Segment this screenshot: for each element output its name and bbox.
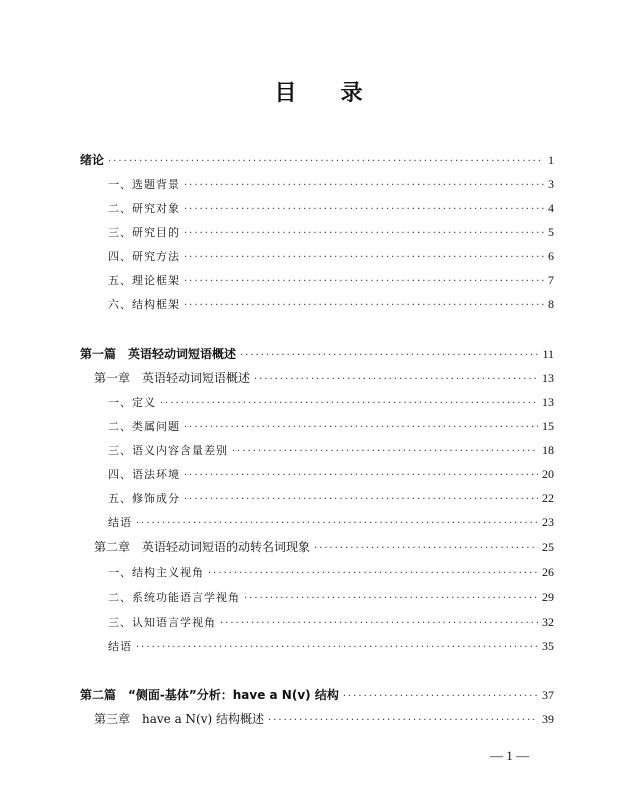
toc-entry-label: 六、结构框架 (108, 298, 180, 311)
toc-entry-section[interactable] (108, 392, 554, 412)
toc-entry-label: 一、结构主义视角 (108, 566, 204, 579)
leader-dots (184, 200, 544, 220)
toc-entry-section[interactable] (108, 612, 554, 632)
toc-entry-page: 29 (542, 590, 554, 604)
toc-entry-page: 35 (542, 639, 554, 653)
toc-entry-section[interactable] (108, 512, 554, 532)
toc-entry-chapter[interactable] (94, 537, 554, 557)
leader-dots (314, 539, 538, 559)
leader-dots (244, 589, 538, 609)
leader-dots (343, 687, 538, 707)
leader-dots (184, 176, 544, 196)
toc-entry-section[interactable] (108, 587, 554, 607)
toc-entry-page: 32 (542, 615, 554, 629)
leader-dots (160, 394, 538, 414)
leader-dots (232, 442, 538, 462)
leader-dots (136, 638, 538, 658)
toc-entry-label: 一、选题背景 (108, 178, 180, 191)
toc-entry-page: 18 (542, 443, 554, 457)
toc-entry-label: 第二章 英语轻动词短语的动转名词现象 (94, 540, 311, 554)
leader-dots (184, 466, 538, 486)
leader-dots (184, 248, 544, 268)
toc-entry-label: 绪论 (80, 153, 105, 167)
toc-entry-page: 13 (542, 395, 554, 409)
toc-entry-part[interactable] (80, 344, 554, 364)
toc-entry-label: 结语 (108, 640, 132, 653)
leader-dots (136, 514, 538, 534)
leader-dots (220, 614, 538, 634)
leader-dots (184, 296, 544, 316)
toc-entry-section[interactable] (108, 222, 554, 242)
toc-entry-section[interactable] (108, 488, 554, 508)
toc-entry-label: 一、定义 (108, 396, 156, 409)
toc-entry-page: 5 (548, 225, 554, 239)
toc-entry-label: 第二篇 “侧面-基体”分析：have a N(v) 结构 (80, 688, 339, 702)
toc-entry-page: 13 (542, 371, 554, 385)
toc-entry-label: 三、研究目的 (108, 226, 180, 239)
toc-entry-section[interactable] (108, 198, 554, 218)
toc-entry-section[interactable] (108, 562, 554, 582)
toc-entry-page: 1 (548, 153, 554, 167)
leader-dots (184, 418, 538, 438)
leader-dots (184, 224, 544, 244)
toc-entry-section[interactable] (108, 636, 554, 656)
leader-dots (108, 152, 544, 172)
toc-entry-page: 4 (548, 201, 554, 215)
page-number-footer: — 1 — (490, 748, 529, 763)
leader-dots (184, 490, 538, 510)
toc-entry-page: 6 (548, 249, 554, 263)
leader-dots (240, 346, 538, 366)
toc-entry-section[interactable] (108, 440, 554, 460)
leader-dots (184, 272, 544, 292)
toc-entry-page: 37 (542, 688, 554, 702)
toc-entry-page: 11 (542, 347, 554, 361)
toc-entry-label: 二、类属问题 (108, 420, 180, 433)
toc-entry-page: 8 (548, 297, 554, 311)
toc-entry-page: 25 (542, 540, 554, 554)
toc-entry-label: 第一章 英语轻动词短语概述 (94, 371, 251, 385)
toc-entry-page: 23 (542, 515, 554, 529)
toc-entry-page: 3 (548, 177, 554, 191)
toc-entry-section[interactable] (108, 174, 554, 194)
toc-entry-label: 二、系统功能语言学视角 (108, 591, 240, 604)
toc-entry-page: 39 (542, 712, 554, 726)
toc-entry-label: 第一篇 英语轻动词短语概述 (80, 347, 237, 361)
toc-entry-section[interactable] (108, 294, 554, 314)
toc-entry-label: 五、修饰成分 (108, 492, 180, 505)
toc-entry-label: 四、语法环境 (108, 468, 180, 481)
toc-entry-intro[interactable] (80, 150, 554, 170)
toc-entry-page: 22 (542, 491, 554, 505)
toc-entry-label: 第三章 have a N(v) 结构概述 (94, 712, 265, 726)
toc-entry-label: 二、研究对象 (108, 202, 180, 215)
toc-entry-section[interactable] (108, 416, 554, 436)
toc-entry-part[interactable] (80, 685, 554, 705)
toc-entry-chapter[interactable] (94, 709, 554, 729)
toc-entry-section[interactable] (108, 464, 554, 484)
toc-entry-label: 四、研究方法 (108, 250, 180, 263)
toc-entry-page: 26 (542, 565, 554, 579)
toc-entry-label: 五、理论框架 (108, 274, 180, 287)
page-title: 目录 (274, 80, 407, 106)
toc-entry-page: 7 (548, 273, 554, 287)
leader-dots (268, 711, 538, 731)
toc-entry-label: 三、语义内容含量差别 (108, 444, 228, 457)
toc-entry-label: 三、认知语言学视角 (108, 616, 216, 629)
toc-entry-section[interactable] (108, 270, 554, 290)
leader-dots (254, 370, 538, 390)
toc-entry-label: 结语 (108, 516, 132, 529)
toc-entry-page: 15 (542, 419, 554, 433)
toc-entry-page: 20 (542, 467, 554, 481)
toc-entry-chapter[interactable] (94, 368, 554, 388)
leader-dots (208, 564, 538, 584)
toc-entry-section[interactable] (108, 246, 554, 266)
